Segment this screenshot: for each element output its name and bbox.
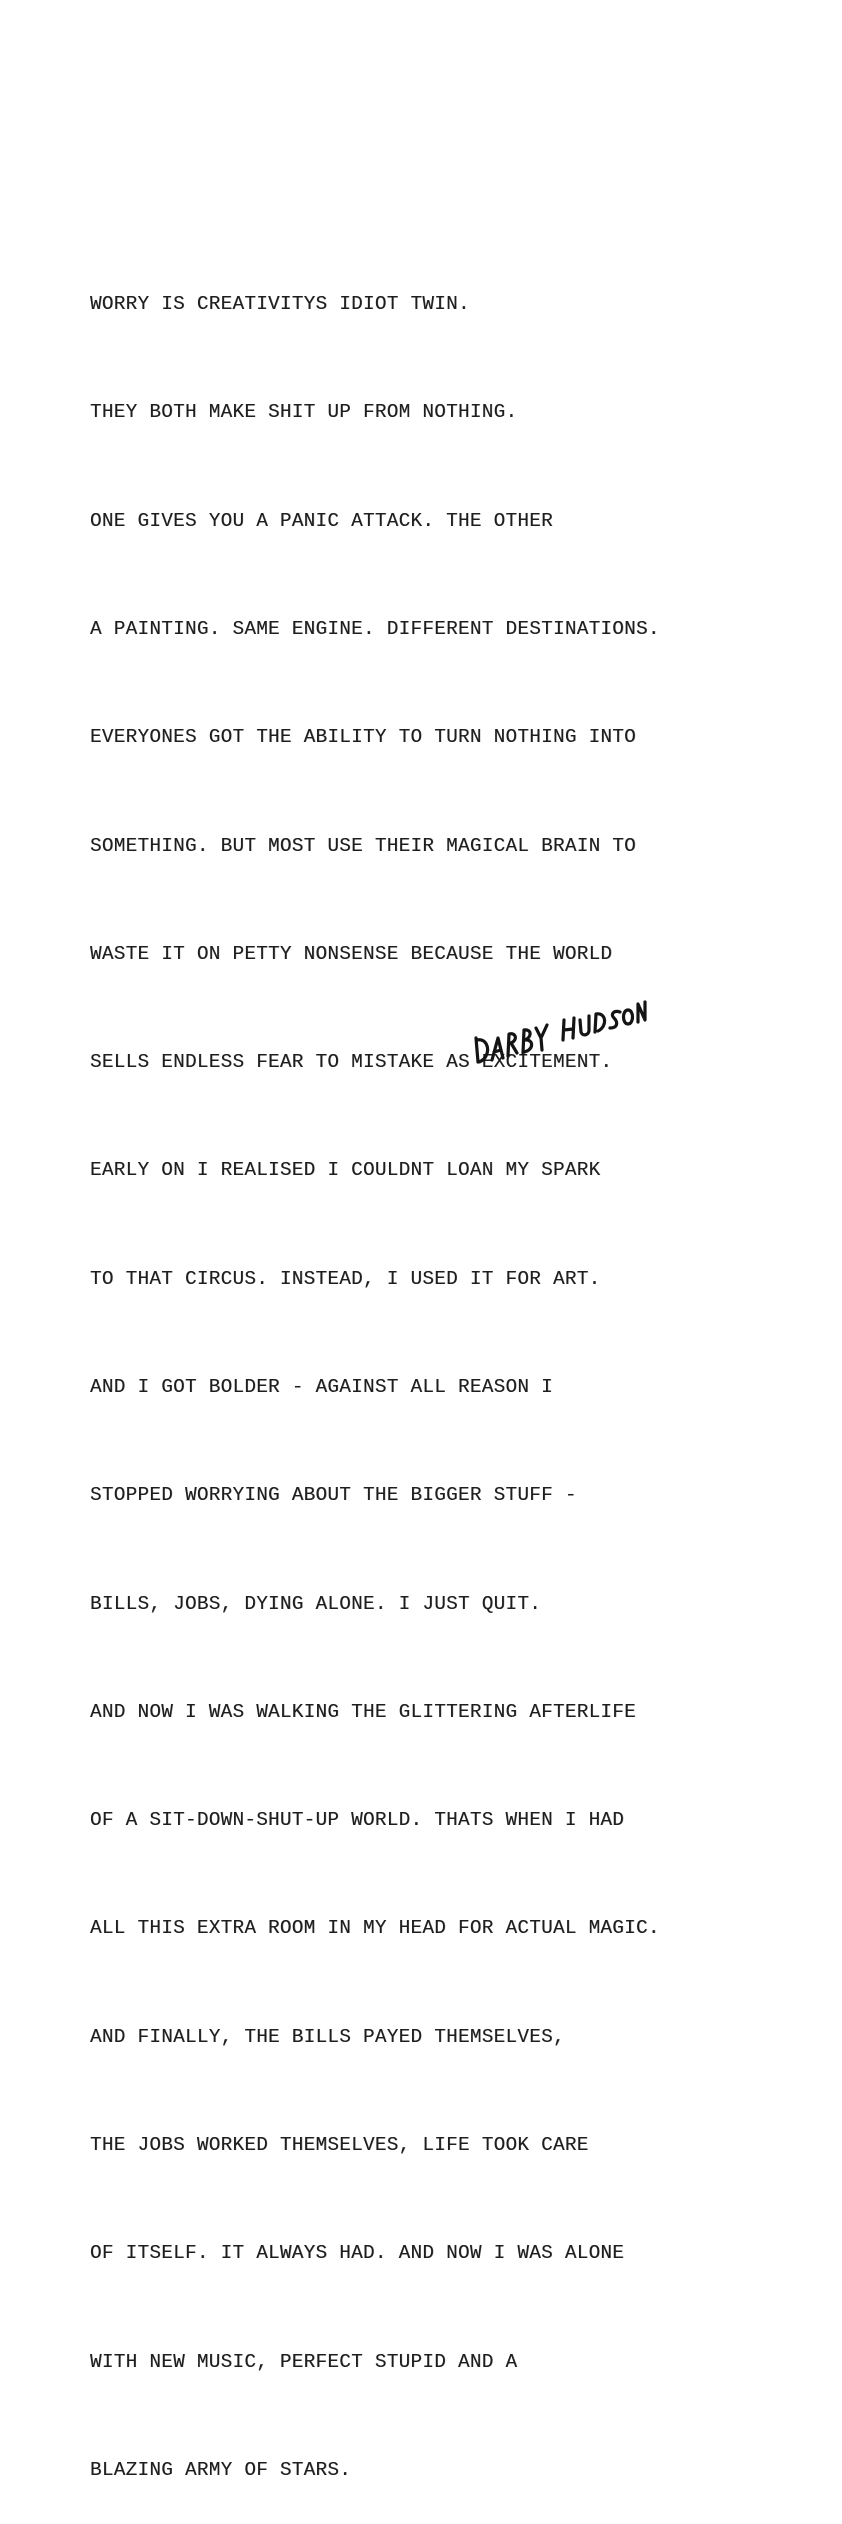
poem-line: WITH NEW MUSIC, PERFECT STUPID AND A (90, 2350, 518, 2373)
poem-line: OF ITSELF. IT ALWAYS HAD. AND NOW I WAS ALONE (90, 2242, 625, 2265)
poem-line: EVERYONES GOT THE ABILITY TO TURN NOTHING INTO (90, 726, 637, 749)
handwritten-signature (468, 998, 648, 1070)
poem-line: ALL THIS EXTRA ROOM IN MY HEAD FOR ACTUAL MAGIC. (90, 1917, 660, 1940)
poem-line: SOMETHING. BUT MOST USE THEIR MAGICAL BRAIN TO (90, 834, 637, 857)
poem-text (90, 214, 660, 2524)
poem-line: STOPPED WORRYING ABOUT THE BIGGER STUFF - (90, 1484, 577, 1507)
poem-line: THE JOBS WORKED THEMSELVES, LIFE TOOK CARE (90, 2133, 589, 2156)
poem-line: SELLS ENDLESS FEAR TO MISTAKE AS EXCITEMENT. (90, 1051, 613, 1074)
poem-line: OF A SIT-DOWN-SHUT-UP WORLD. THATS WHEN I HAD (90, 1809, 625, 1832)
poem-line: AND NOW I WAS WALKING THE GLITTERING AFTERLIFE (90, 1700, 637, 1723)
signature-drawing (468, 998, 648, 1070)
poem-line: A PAINTING. SAME ENGINE. DIFFERENT DESTINATIONS. (90, 618, 660, 641)
poem-line: AND FINALLY, THE BILLS PAYED THEMSELVES, (90, 2025, 565, 2048)
poem-line: AND I GOT BOLDER - AGAINST ALL REASON I (90, 1376, 553, 1398)
poem-line: ONE GIVES YOU A PANIC ATTACK. THE OTHER (90, 509, 553, 532)
poem-line: BLAZING ARMY OF STARS. (90, 2458, 352, 2481)
poem-line: TO THAT CIRCUS. INSTEAD, I USED IT FOR ART. (90, 1267, 601, 1290)
poem-line: EARLY ON I REALISED I COULDNT LOAN MY SPARK (90, 1159, 601, 1182)
poem-line: BILLS, JOBS, DYING ALONE. I JUST QUIT. (90, 1592, 542, 1615)
poem-line: THEY BOTH MAKE SHIT UP FROM NOTHING. (90, 401, 518, 424)
poem-line: WORRY IS CREATIVITYS IDIOT TWIN. (90, 293, 470, 316)
poem-line: WASTE IT ON PETTY NONSENSE BECAUSE THE WORLD (90, 942, 613, 965)
